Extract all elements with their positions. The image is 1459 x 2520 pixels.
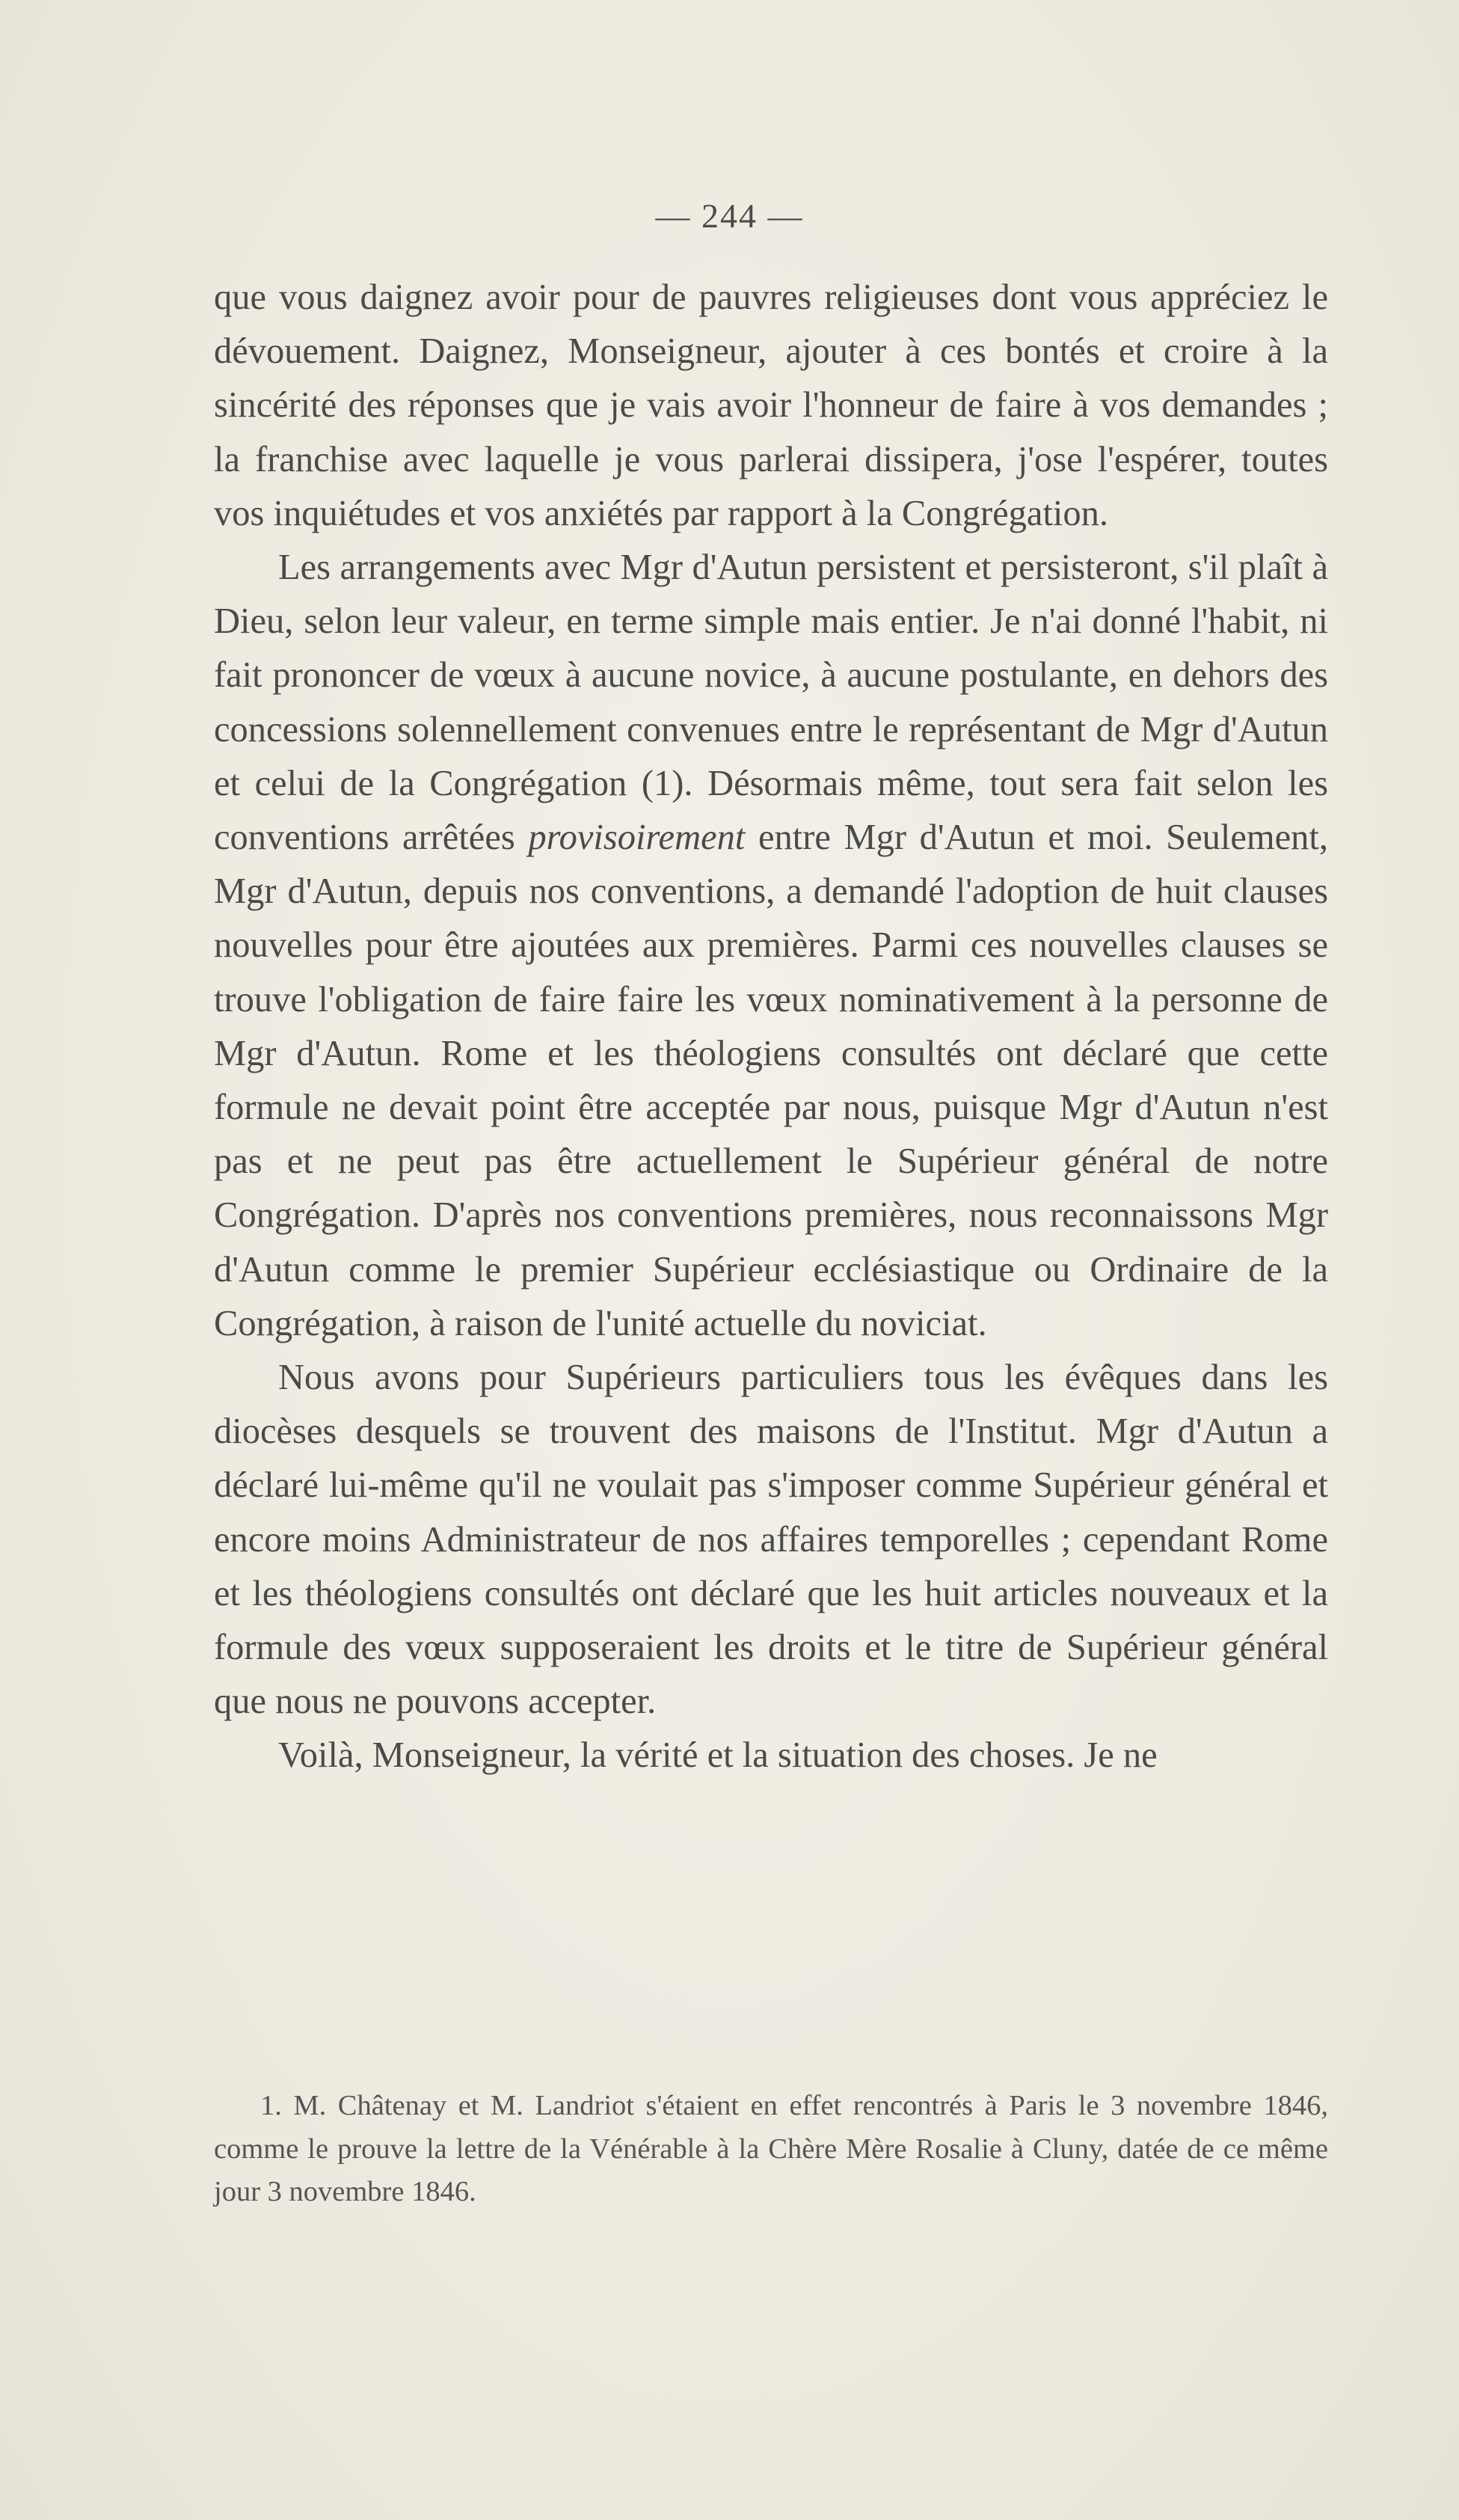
footnotes <box>214 2085 1328 2214</box>
paragraph-text-before-italic: Les arrangements avec Mgr d'Autun persistent et persisteront, s'il plaît à Dieu, selon leur valeur, en terme simple mais entier. Je n'ai donné l'habit, ni fait prononcer de vœux à aucune novice, à aucune postulante, en dehors des concessions solennellement convenues entre le représentant de Mgr d'Autun et celui de la Congrégation (1). Désormais même, tout sera fait selon les conventions arrêtées <box>214 548 1328 858</box>
body-text <box>214 271 1328 1783</box>
paragraph-text-after-italic: entre Mgr d'Autun et moi. Seulement, Mgr d'Autun, depuis nos conventions, a demandé l'adoption de huit clauses nouvelles pour être ajoutées aux premières. Parmi ces nouvelles clauses se trouve l'obligation de faire faire les vœux nominativement à la personne de Mgr d'Autun. Rome et les théologiens consultés ont déclaré que cette formule ne devait point être acceptée par nous, puisque Mgr d'Autun n'est pas et ne peut pas être actuellement le Supérieur général de notre Congrégation. D'après nos conventions premières, nous reconnaissons Mgr d'Autun comme le premier Supérieur ecclésiastique ou Ordinaire de la Congrégation, à raison de l'unité actuelle du noviciat. <box>214 818 1329 1343</box>
footnote-1: 1. M. Châtenay et M. Landriot s'étaient en effet rencontrés à Paris le 3 novembre 1846, comme le prouve la lettre de la Vénérable à la Chère Mère Rosalie à Cluny, datée de ce même jour 3 novembre 1846. <box>214 2090 1328 2207</box>
page-number: — 244 — <box>655 197 804 235</box>
paragraph-superieurs: Nous avons pour Supérieurs particuliers tous les évêques dans les diocèses desquels se trouvent des maisons de l'Institut. Mgr d'Autun a déclaré lui-même qu'il ne voulait pas s'imposer comme Supérieur général et encore moins Administrateur de nos affaires temporelles ; cependant Rome et les théologiens consultés ont déclaré que les huit articles nouveaux et la formule des vœux supposeraient les droits et le titre de Supérieur général que nous ne pouvons accepter. <box>214 1358 1328 1722</box>
paragraph-voila: Voilà, Monseigneur, la vérité et la situation des choses. Je ne <box>278 1735 1158 1776</box>
italic-word: provisoirement <box>528 818 746 858</box>
paragraph-arrangements <box>214 541 1328 1351</box>
paragraph-continuation: que vous daignez avoir pour de pauvres religieuses dont vous appréciez le dévouement. Daignez, Monseigneur, ajouter à ces bontés et croire à la sincérité des réponses que je vais avoir l'honneur de faire à vos demandes ; la franchise avec laquelle je vous parlerai dissipera, j'ose l'espérer, toutes vos inquiétudes et vos anxiétés par rapport à la Congrégation. <box>214 278 1328 533</box>
